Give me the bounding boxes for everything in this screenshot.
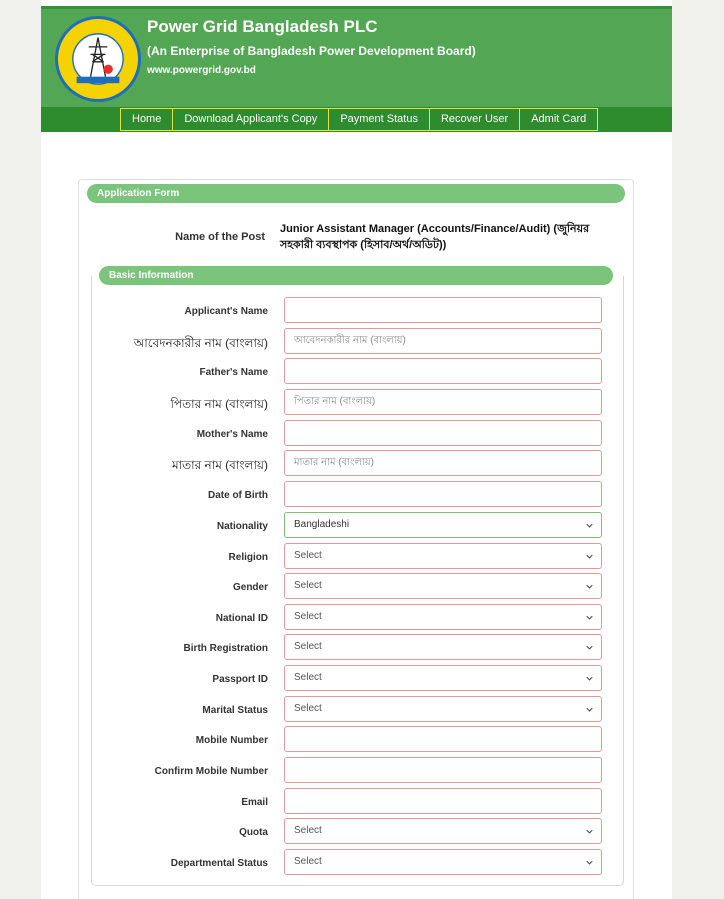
- applicant-name-input[interactable]: [284, 297, 602, 323]
- post-name-value: Junior Assistant Manager (Accounts/Finance/Audit) (জুনিয়র সহকারী ব্যবস্থাপক (হিসাব/অর্থ/অডিট)): [280, 223, 590, 251]
- religion-value: Select: [294, 550, 322, 561]
- departmental-status-label: Departmental Status: [170, 858, 268, 869]
- applicant-name-bn-label: আবেদনকারীর নাম (বাংলায়): [133, 336, 268, 350]
- date-of-birth-label: Date of Birth: [208, 490, 268, 501]
- mother-name-bn-input[interactable]: মাতার নাম (বাংলায়): [284, 450, 602, 476]
- birth-registration-label: Birth Registration: [183, 643, 268, 654]
- chevron-down-icon: [586, 614, 593, 621]
- date-of-birth-input[interactable]: [284, 481, 602, 507]
- mobile-number-input[interactable]: [284, 726, 602, 752]
- applicant-name-label: Applicant's Name: [184, 306, 268, 317]
- org-title: Power Grid Bangladesh PLC: [147, 17, 378, 36]
- application-form-heading: Application Form: [87, 184, 625, 203]
- national-id-label: National ID: [215, 613, 268, 624]
- religion-label: Religion: [228, 552, 268, 563]
- mother-name-bn-label: মাতার নাম (বাংলায়): [171, 458, 268, 472]
- national-id-value: Select: [294, 611, 322, 622]
- father-name-input[interactable]: [284, 358, 602, 384]
- birth-registration-select[interactable]: [284, 634, 602, 660]
- confirm-mobile-number-label: Confirm Mobile Number: [154, 766, 268, 777]
- chevron-down-icon: [586, 644, 593, 651]
- nationality-label: Nationality: [216, 521, 268, 532]
- chevron-down-icon: [586, 859, 593, 866]
- chevron-down-icon: [586, 828, 593, 835]
- email-label: Email: [241, 797, 268, 808]
- nationality-value: Bangladeshi: [294, 519, 350, 530]
- nav-download-applicants-copy[interactable]: Download Applicant's Copy: [172, 108, 329, 131]
- marital-status-select[interactable]: [284, 696, 602, 722]
- confirm-mobile-number-input[interactable]: [284, 757, 602, 783]
- passport-id-value: Select: [294, 672, 322, 683]
- top-border: [41, 0, 672, 9]
- org-url[interactable]: www.powergrid.gov.bd: [147, 65, 256, 76]
- applicant-name-bn-input[interactable]: আবেদনকারীর নাম (বাংলায়): [284, 328, 602, 354]
- site-header: [41, 9, 672, 107]
- chevron-down-icon: [586, 553, 593, 560]
- mother-name-label: Mother's Name: [196, 429, 268, 440]
- nav-home[interactable]: Home: [120, 108, 173, 131]
- quota-label: Quota: [239, 827, 268, 838]
- chevron-down-icon: [586, 675, 593, 682]
- mother-name-input[interactable]: [284, 420, 602, 446]
- religion-select[interactable]: [284, 543, 602, 569]
- passport-id-label: Passport ID: [212, 674, 268, 685]
- father-name-bn-input[interactable]: পিতার নাম (বাংলায়): [284, 389, 602, 415]
- email-input[interactable]: [284, 788, 602, 814]
- chevron-down-icon: [586, 583, 593, 590]
- quota-value: Select: [294, 825, 322, 836]
- marital-status-label: Marital Status: [202, 705, 268, 716]
- post-name-label: Name of the Post: [175, 231, 265, 243]
- departmental-status-value: Select: [294, 856, 322, 867]
- org-subtitle: (An Enterprise of Bangladesh Power Development Board): [147, 44, 476, 58]
- gender-select[interactable]: [284, 573, 602, 599]
- basic-information-heading: Basic Information: [99, 266, 613, 285]
- nav-admit-card[interactable]: Admit Card: [519, 108, 598, 131]
- gender-value: Select: [294, 580, 322, 591]
- nationality-select[interactable]: [284, 512, 602, 538]
- departmental-status-select[interactable]: [284, 849, 602, 875]
- father-name-bn-label: পিতার নাম (বাংলায়): [170, 397, 268, 411]
- page: [41, 0, 672, 899]
- marital-status-value: Select: [294, 703, 322, 714]
- birth-registration-value: Select: [294, 641, 322, 652]
- chevron-down-icon: [586, 522, 593, 529]
- main-nav: [41, 107, 672, 132]
- father-name-label: Father's Name: [199, 367, 268, 378]
- nav-payment-status[interactable]: Payment Status: [328, 108, 430, 131]
- chevron-down-icon: [586, 706, 593, 713]
- gender-label: Gender: [232, 582, 268, 593]
- mobile-number-label: Mobile Number: [195, 735, 268, 746]
- passport-id-select[interactable]: [284, 665, 602, 691]
- nav-recover-user[interactable]: Recover User: [429, 108, 520, 131]
- quota-select[interactable]: [284, 818, 602, 844]
- power-grid-logo[interactable]: [55, 16, 141, 102]
- national-id-select[interactable]: [284, 604, 602, 630]
